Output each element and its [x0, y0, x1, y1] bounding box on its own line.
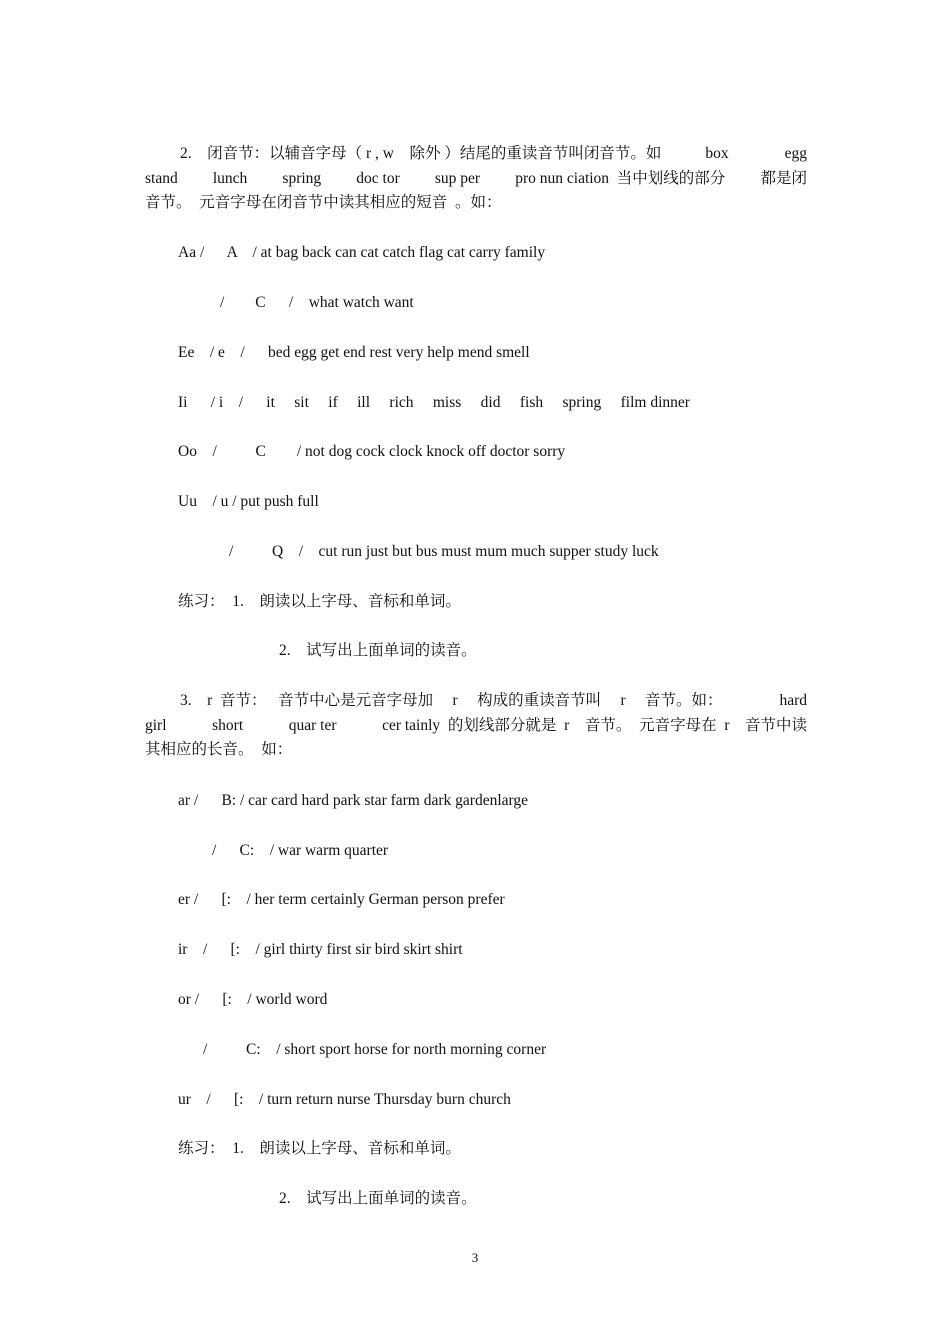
phonics-row-ir: ir / [: / girl thirty first sir bird skirt shirt	[178, 941, 463, 958]
r-syllable-para-line1	[145, 691, 807, 711]
text-run: stand	[145, 170, 178, 187]
phonics-row-u-variant: / Q / cut run just but bus must mum much supper study luck	[229, 543, 659, 560]
practice-item-2: 2. 试写出上面单词的读音。	[279, 642, 477, 659]
phonics-row-oo: Oo / C / not dog cock clock knock off doctor sorry	[178, 443, 566, 460]
phonics-row-a-variant: / C / what watch want	[220, 294, 414, 311]
text-run: quar ter	[288, 717, 337, 734]
text-run: lunch	[212, 170, 248, 187]
text-run: spring	[282, 170, 322, 187]
text-run: pro nun ciation 当中划线的部分	[515, 170, 726, 187]
phonics-row-or-variant: / C: / short sport horse for north morning corner	[203, 1041, 547, 1058]
practice-label: 练习： 1. 朗读以上字母、音标和单词。	[178, 1140, 461, 1157]
text-run: short	[212, 717, 244, 734]
practice-label: 练习： 1. 朗读以上字母、音标和单词。	[178, 593, 461, 610]
text-run: 都是闭	[760, 170, 807, 187]
text-run: 3. r 音节： 音节中心是元音字母加 r 构成的重读音节叫 r 音节。如：	[180, 692, 723, 709]
r-syllable-para-line2	[145, 716, 807, 736]
practice-item-2: 2. 试写出上面单词的读音。	[279, 1190, 477, 1207]
phonics-row-er: er / [: / her term certainly German person prefer	[178, 891, 505, 908]
phonics-row-aa: Aa / A / at bag back can cat catch flag cat carry family	[178, 244, 546, 261]
phonics-row-ar: ar / B: / car card hard park star farm dark gardenlarge	[178, 792, 529, 809]
closed-syllable-para-line2	[145, 169, 807, 189]
phonics-row-or: or / [: / world word	[178, 991, 328, 1008]
page-number: 3	[471, 1250, 479, 1265]
phonics-row-ur: ur / [: / turn return nurse Thursday burn church	[178, 1091, 511, 1108]
phonics-row-ee: Ee / e / bed egg get end rest very help mend smell	[178, 344, 530, 361]
text-run: cer tainly 的划线部分就是 r 音节。 元音字母在 r 音节中读	[382, 717, 807, 734]
text-run: hard	[779, 692, 807, 709]
text-run: egg	[784, 145, 807, 162]
phonics-row-ii: Ii / i / it sit if ill rich miss did fish spring film dinner	[178, 394, 690, 411]
closed-syllable-para-line3: 音节。 元音字母在闭音节中读其相应的短音 。如：	[145, 194, 502, 211]
text-run: doc tor	[356, 170, 400, 187]
text-run: sup per	[434, 170, 481, 187]
phonics-row-uu: Uu / u / put push full	[178, 493, 319, 510]
r-syllable-para-line3: 其相应的长音。 如：	[145, 741, 293, 758]
text-run: 2. 闭音节：以辅音字母（ r , w 除外 ）结尾的重读音节叫闭音节。如	[180, 145, 662, 162]
text-run: girl	[145, 717, 167, 734]
closed-syllable-para-line1	[145, 144, 807, 164]
text-run: box	[705, 145, 729, 162]
phonics-row-ar-variant: / C: / war warm quarter	[212, 842, 389, 859]
